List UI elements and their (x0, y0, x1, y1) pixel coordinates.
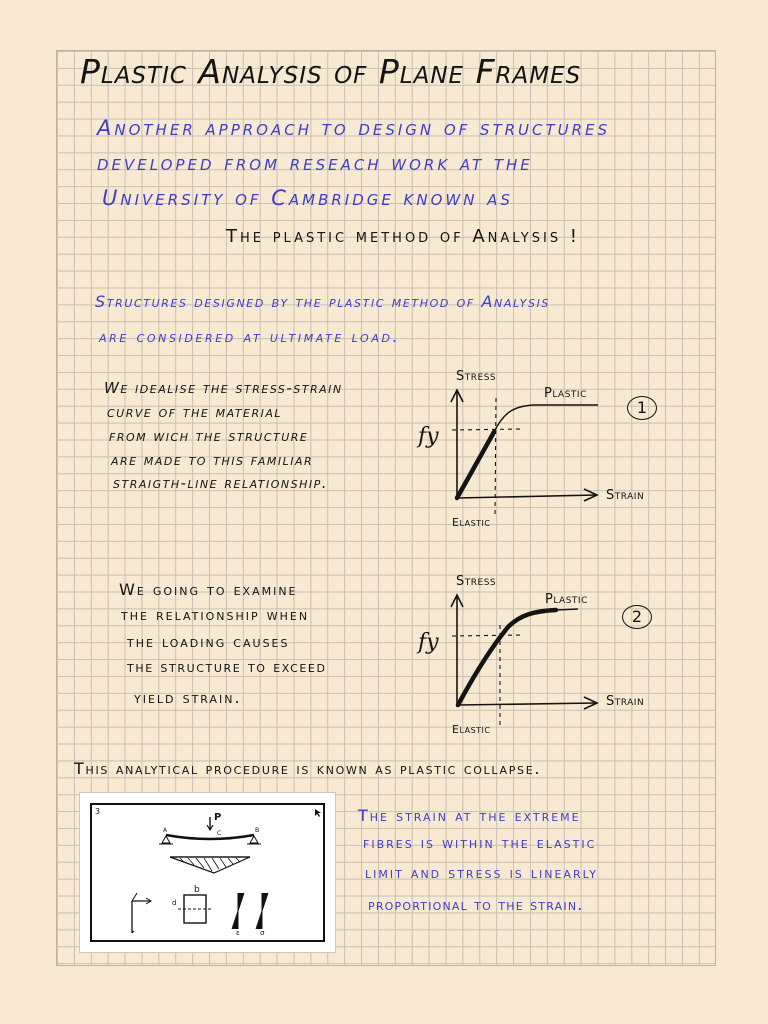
idealise-line: straigth-line relationship. (113, 474, 329, 492)
graph-2-ylabel: Stress (456, 574, 497, 589)
sketch-corner-number: 3 (95, 807, 101, 816)
graph-1-xlabel: Strain (606, 488, 645, 503)
sketch-depth-label: d (172, 899, 177, 907)
graph-1-number: 1 (627, 396, 657, 420)
beam-sketch-photo (80, 793, 335, 952)
beam-sketch-frame (90, 803, 325, 942)
graph-1-ylabel: Stress (456, 369, 497, 384)
ultimate-line: Structures designed by the plastic method of Analysis (95, 292, 550, 311)
graph-1-yield-label: fy (418, 424, 439, 449)
idealise-line: curve of the material (107, 403, 283, 421)
examine-line: the relationship when (121, 605, 310, 624)
graph-1-region-label: Elastic (452, 516, 491, 529)
ultimate-line: are considered at ultimate load. (99, 327, 401, 346)
sketch-point-a: A (163, 827, 168, 834)
page-title: Plastic Analysis of Plane Frames (80, 52, 582, 91)
elastic-note-line: limit and stress is linearly (365, 863, 598, 882)
sketch-stress-symbol: σ (260, 929, 265, 937)
graph-2-region-label: Elastic (452, 723, 491, 736)
examine-line: the loading causes (127, 632, 290, 651)
intro-line: developed from reseach work at the (97, 151, 533, 175)
graph-2-curve-label: Plastic (545, 592, 588, 607)
elastic-note-line: proportional to the strain. (368, 895, 584, 914)
idealise-line: are made to this familiar (111, 451, 314, 469)
elastic-note-line: fibres is within the elastic (363, 833, 597, 852)
collapse-line: This analytical procedure is known as plastic collapse. (74, 759, 542, 778)
idealise-line: We idealise the stress-strain (104, 379, 343, 397)
examine-line: the structure to exceed (127, 657, 327, 676)
sketch-load-label: P (214, 812, 222, 823)
graph-1-curve-label: Plastic (544, 386, 587, 401)
examine-line: yield strain. (134, 688, 242, 707)
elastic-note-line: The strain at the extreme (358, 806, 581, 825)
method-line: The plastic method of Analysis ! (226, 226, 581, 247)
sketch-width-label: b (194, 885, 200, 895)
sketch-strain-symbol: ε (236, 929, 240, 937)
examine-line: We going to examine (119, 580, 298, 599)
sketch-point-c: C (217, 830, 222, 837)
graph-2-xlabel: Strain (606, 694, 645, 709)
idealise-line: from wich the structure (109, 427, 309, 445)
sketch-point-b: B (255, 827, 260, 834)
graph-2-number: 2 (622, 605, 652, 629)
intro-line: University of Cambridge known as (102, 186, 513, 210)
graph-2-yield-label: fy (418, 630, 439, 655)
beam-diagram (92, 805, 325, 942)
intro-line: Another approach to design of structures (97, 116, 611, 140)
